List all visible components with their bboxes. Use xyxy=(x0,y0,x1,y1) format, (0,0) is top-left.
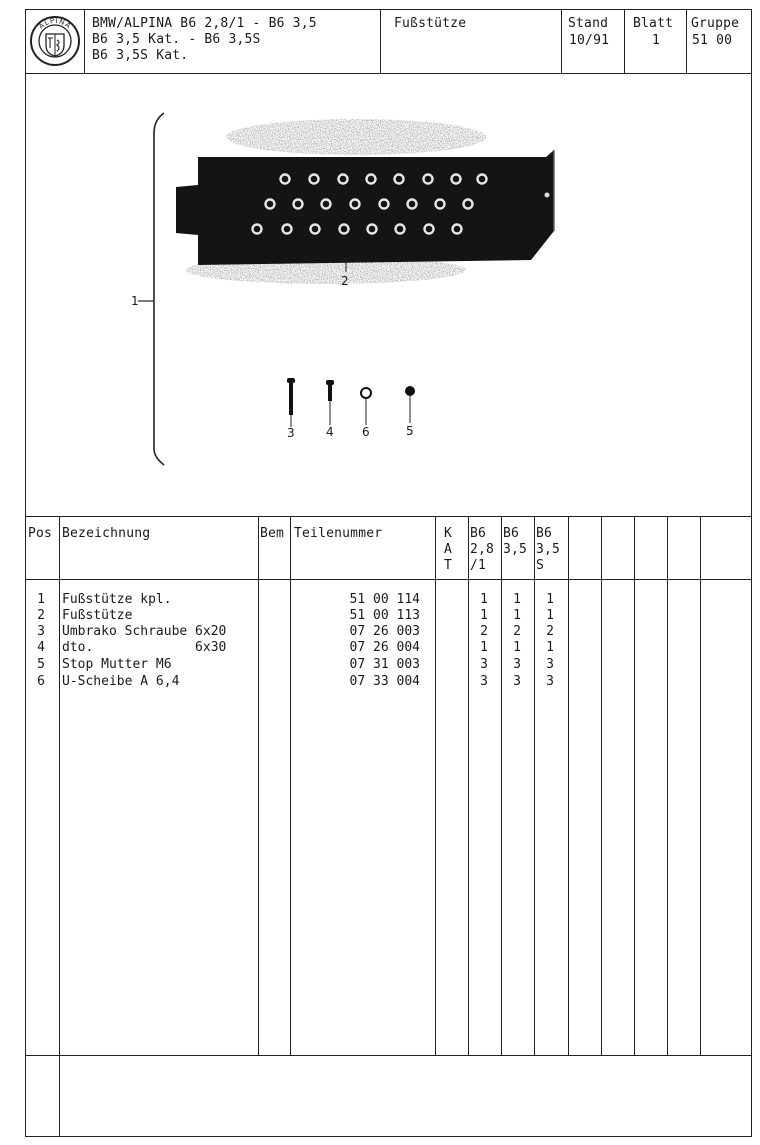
gruppe-label: Gruppe xyxy=(691,16,740,31)
models-line-2: B6 3,5 Kat. - B6 3,5S xyxy=(92,32,261,47)
row-b628: 1 xyxy=(480,608,488,623)
row-b628: 1 xyxy=(480,592,488,607)
col-line-bem xyxy=(290,516,291,1055)
col-header-kat-1: K xyxy=(444,526,453,541)
row-pos: 4 xyxy=(37,640,45,655)
blatt-divider xyxy=(686,9,687,73)
header-divider xyxy=(25,73,752,74)
alpina-logo xyxy=(28,12,82,70)
col-header-bem: Bem xyxy=(260,526,285,541)
models-line-3: B6 3,5S Kat. xyxy=(92,48,189,63)
row-b635s: 1 xyxy=(546,608,554,623)
row-b628: 3 xyxy=(480,674,488,689)
row-b635s: 1 xyxy=(546,592,554,607)
callout-4: 4 xyxy=(326,425,334,439)
col-header-b628-1: B6 xyxy=(470,526,487,541)
washer xyxy=(361,388,371,425)
table-top-line xyxy=(25,516,752,517)
col-header-kat-2: A xyxy=(444,542,453,557)
table-header-line xyxy=(25,579,752,580)
col-line-bez xyxy=(258,516,259,1055)
row-b635s: 3 xyxy=(546,657,554,672)
row-b628: 1 xyxy=(480,640,488,655)
screw-6x30 xyxy=(326,380,334,425)
col-header-teilenummer: Teilenummer xyxy=(294,526,383,541)
row-teilenummer: 07 33 004 xyxy=(349,674,420,689)
row-bezeichnung: Stop Mutter M6 xyxy=(62,657,172,672)
stop-nut xyxy=(405,386,415,423)
col-header-b635s-3: S xyxy=(536,558,545,573)
row-pos: 1 xyxy=(37,592,45,607)
col-header-b628-2: 2,8 xyxy=(470,542,495,557)
row-pos: 2 xyxy=(37,608,45,623)
row-b635: 1 xyxy=(513,592,521,607)
col-line-b628 xyxy=(501,516,502,1055)
footrest-plate xyxy=(176,150,554,265)
row-teilenummer: 07 31 003 xyxy=(349,657,420,672)
col-header-b635s-1: B6 xyxy=(536,526,553,541)
stand-label: Stand xyxy=(568,16,609,31)
row-teilenummer: 51 00 113 xyxy=(349,608,420,623)
col-header-b635-2: 3,5 xyxy=(503,542,528,557)
title-divider xyxy=(561,9,562,73)
col-line-kat xyxy=(468,516,469,1055)
row-b635: 3 xyxy=(513,657,521,672)
row-b635: 2 xyxy=(513,624,521,639)
row-bezeichnung: U-Scheibe A 6,4 xyxy=(62,674,180,689)
col-line-teil xyxy=(435,516,436,1055)
col-header-b628-3: /1 xyxy=(470,558,487,573)
col-line-pos xyxy=(59,516,60,1137)
col-line-e3 xyxy=(667,516,668,1055)
models-divider xyxy=(380,9,381,73)
blatt-value: 1 xyxy=(652,33,661,48)
row-b635: 1 xyxy=(513,608,521,623)
col-line-e4 xyxy=(700,516,701,1055)
callout-2: 2 xyxy=(341,274,349,288)
row-pos: 6 xyxy=(37,674,45,689)
row-b628: 2 xyxy=(480,624,488,639)
sheet-title: Fußstütze xyxy=(394,16,467,31)
svg-text:ALPINA: ALPINA xyxy=(37,16,73,31)
row-b635s: 3 xyxy=(546,674,554,689)
row-b628: 3 xyxy=(480,657,488,672)
row-b635: 1 xyxy=(513,640,521,655)
blatt-label: Blatt xyxy=(633,16,674,31)
table-bottom-line xyxy=(25,1055,752,1056)
col-header-pos: Pos xyxy=(28,526,53,541)
callout-5: 5 xyxy=(406,424,414,438)
row-b635s: 2 xyxy=(546,624,554,639)
row-b635s: 1 xyxy=(546,640,554,655)
col-line-b635 xyxy=(534,516,535,1055)
models-line-1: BMW/ALPINA B6 2,8/1 - B6 3,5 xyxy=(92,16,317,31)
gruppe-value: 51 00 xyxy=(692,33,733,48)
stand-value: 10/91 xyxy=(569,33,610,48)
col-header-b635s-2: 3,5 xyxy=(536,542,561,557)
col-line-e1 xyxy=(601,516,602,1055)
row-bezeichnung: dto. 6x30 xyxy=(62,640,227,655)
row-bezeichnung: Umbrako Schraube 6x20 xyxy=(62,624,227,639)
row-pos: 3 xyxy=(37,624,45,639)
row-teilenummer: 07 26 003 xyxy=(349,624,420,639)
screw-6x20 xyxy=(287,378,295,427)
group-bracket xyxy=(154,113,164,465)
row-b635: 3 xyxy=(513,674,521,689)
row-pos: 5 xyxy=(37,657,45,672)
col-line-b635s xyxy=(568,516,569,1055)
callout-6: 6 xyxy=(362,425,370,439)
callout-3: 3 xyxy=(287,426,295,440)
col-header-bezeichnung: Bezeichnung xyxy=(62,526,151,541)
col-header-b635-1: B6 xyxy=(503,526,520,541)
row-teilenummer: 51 00 114 xyxy=(349,592,420,607)
stand-divider xyxy=(624,9,625,73)
row-bezeichnung: Fußstütze xyxy=(62,608,133,623)
callout-1: 1 xyxy=(131,294,139,308)
col-line-e2 xyxy=(634,516,635,1055)
logo-divider xyxy=(84,9,85,73)
row-bezeichnung: Fußstütze kpl. xyxy=(62,592,172,607)
col-header-kat-3: T xyxy=(444,558,453,573)
row-teilenummer: 07 26 004 xyxy=(349,640,420,655)
